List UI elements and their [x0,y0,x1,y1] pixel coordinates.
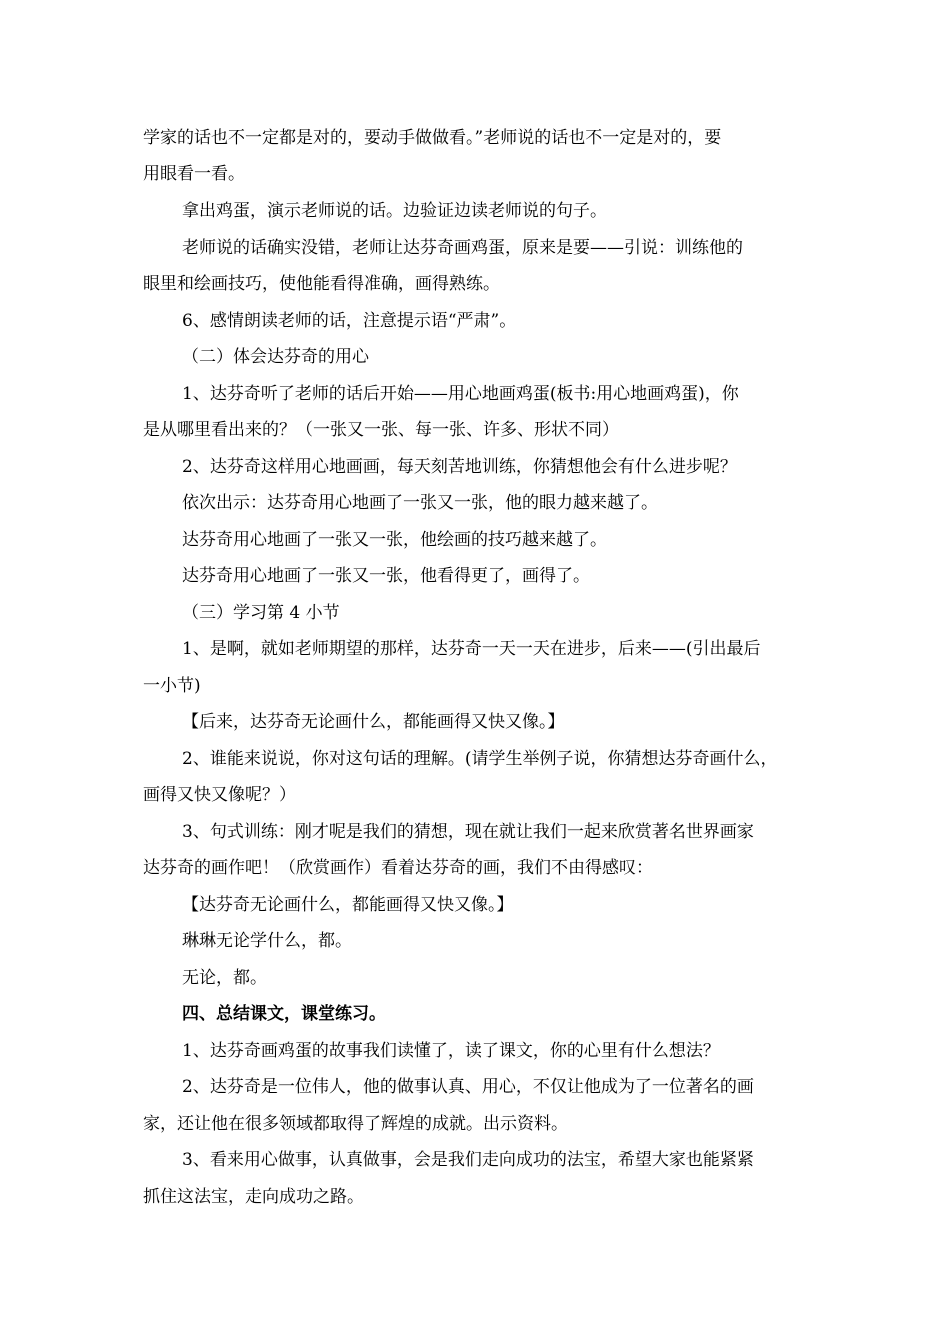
paragraph-line: 用眼看一看。 [143,164,245,184]
section-heading: 四、总结课文，课堂练习。 [182,1004,386,1024]
paragraph-line: 学家的话也不一定都是对的，要动手做做看。”老师说的话也不一定是对的，要 [143,128,722,148]
paragraph-line: 1、达芬奇听了老师的话后开始——用心地画鸡蛋(板书:用心地画鸡蛋)，你 [182,384,739,404]
paragraph-line: 老师说的话确实没错，老师让达芬奇画鸡蛋，原来是要——引说：训练他的 [182,238,743,258]
paragraph-line: 达芬奇用心地画了一张又一张，他看得更了，画得了。 [182,566,590,586]
paragraph-line: 2、谁能来说说，你对这句话的理解。(请学生举例子说，你猜想达芬奇画什么， [182,749,778,769]
paragraph-line: 3、看来用心做事，认真做事，会是我们走向成功的法宝，希望大家也能紧紧 [182,1150,754,1170]
paragraph-line: 无论，都。 [182,968,267,988]
paragraph-line: 【达芬奇无论画什么，都能画得又快又像。】 [182,895,514,915]
paragraph-line: 2、达芬奇是一位伟人，他的做事认真、用心，不仅让他成为了一位著名的画 [182,1077,754,1097]
paragraph-line: 达芬奇的画作吧！（欣赏画作）看着达芬奇的画，我们不由得感叹： [143,858,653,878]
paragraph-line: 眼里和绘画技巧，使他能看得准确，画得熟练。 [143,274,500,294]
paragraph-line: 是从哪里看出来的？（一张又一张、每一张、许多、形状不同） [143,420,619,440]
paragraph-line: 6、感情朗读老师的话，注意提示语“严肃”。 [182,311,517,331]
paragraph-line: 3、句式训练：刚才呢是我们的猜想，现在就让我们一起来欣赏著名世界画家 [182,822,754,842]
paragraph-line: 画得又快又像呢？） [143,785,296,805]
paragraph-line: 1、是啊，就如老师期望的那样，达芬奇一天一天在进步，后来——(引出最后 [182,639,761,659]
paragraph-line: 家，还让他在很多领域都取得了辉煌的成就。出示资料。 [143,1114,568,1134]
paragraph-line: 一小节) [143,676,201,696]
paragraph-line: 2、达芬奇这样用心地画画，每天刻苦地训练，你猜想他会有什么进步呢？ [182,457,737,477]
paragraph-line: 依次出示：达芬奇用心地画了一张又一张，他的眼力越来越了。 [182,493,658,513]
paragraph-line: 【后来，达芬奇无论画什么，都能画得又快又像。】 [182,712,565,732]
paragraph-line: 抓住这法宝，走向成功之路。 [143,1187,364,1207]
paragraph-line: 1、达芬奇画鸡蛋的故事我们读懂了，读了课文，你的心里有什么想法？ [182,1041,720,1061]
paragraph-line: 拿出鸡蛋，演示老师说的话。边验证边读老师说的句子。 [182,201,607,221]
section-heading: （三）学习第 4 小节 [182,603,340,623]
paragraph-line: 达芬奇用心地画了一张又一张，他绘画的技巧越来越了。 [182,530,607,550]
section-heading: （二）体会达芬奇的用心 [182,347,369,367]
paragraph-line: 琳琳无论学什么，都。 [182,931,352,951]
